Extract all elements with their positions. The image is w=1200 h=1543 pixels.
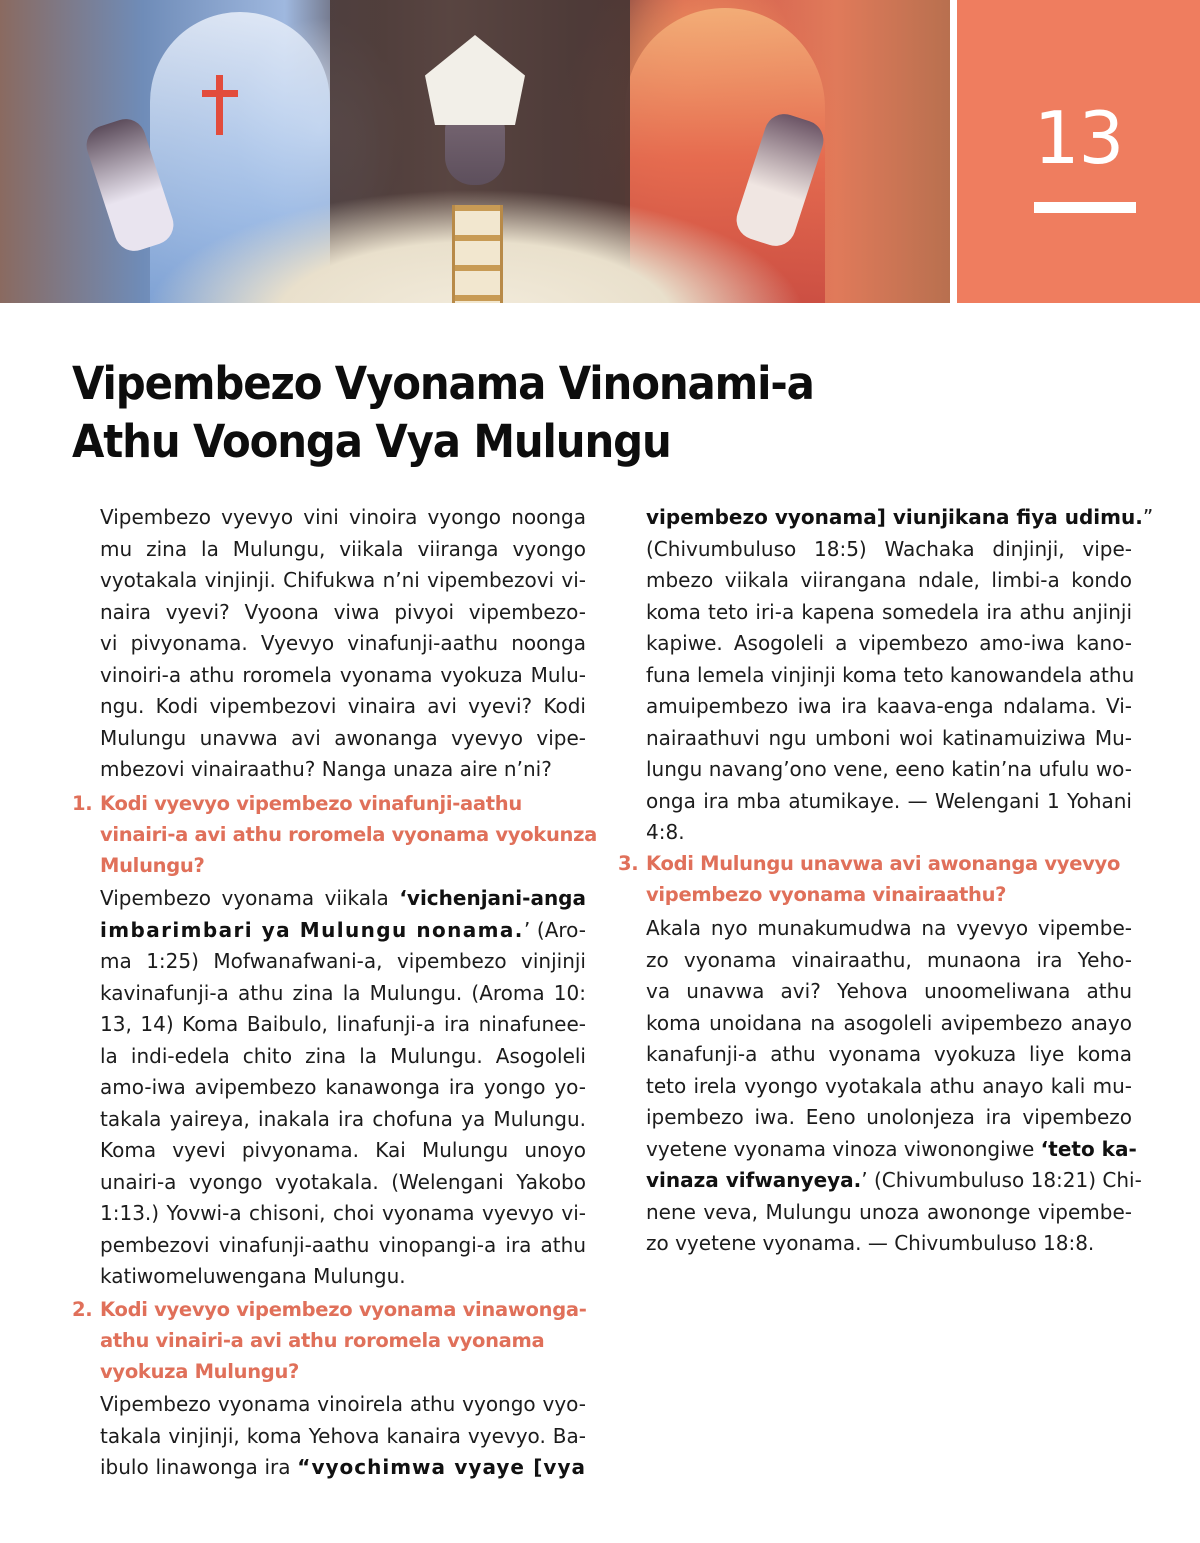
answer-line: Vipembezo vyonama viikala ‘vichenjani-anga [100, 886, 586, 910]
answer-line: takala vinjinji, koma Yehova kanaira vyevyo. Ba- [100, 1423, 586, 1448]
question-heading: 1. Kodi vyevyo vipembezo vinafunji-aathu [100, 788, 522, 819]
intro-line: Mulungu unavwa avi awonanga vyevyo vipe- [100, 725, 586, 750]
question-number: 2. [72, 1298, 93, 1321]
intro-line: naira vyevi? Vyoona viwa pivyoi vipembezo- [100, 599, 586, 624]
title-line-1: Vipembezo Vyonama Vinonami-a [72, 357, 814, 410]
intro-line: vyotakala vinjinji. Chifukwa n’ni vipembezovi vi- [100, 568, 586, 592]
answer-line: takala yaireya, inakala ira chofuna ya Mulungu. [100, 1106, 586, 1131]
answer-line: Vipembezo vyonama vinoirela athu vyongo vyo- [100, 1392, 586, 1416]
answer-line: ibulo linawonga ira “vyochimwa vyaye [vya [100, 1455, 587, 1479]
answer-line: la indi-edela chito zina la Mulungu. Asogoleli [100, 1043, 586, 1068]
intro-line: vi pivyonama. Vyevyo vinafunji-aathu noonga [100, 631, 586, 655]
answer-line: funa lemela vinjinji koma teto kanowandela athu [646, 662, 1135, 687]
question-heading-line: athu vinairi-a avi athu roromela vyonama [100, 1329, 545, 1352]
question-heading: 2. Kodi vyevyo vipembezo vyonama vinawonga- [100, 1294, 587, 1325]
answer-line: kanafunji-a athu vyonama vyokuza liye koma [646, 1042, 1132, 1066]
answer-line: katiwomeluwengana Mulungu. [100, 1264, 406, 1288]
answer-line: vyetene vyonama vinoza viwonongiwe ‘teto ka- [646, 1136, 1137, 1161]
answer-line: 13, 14) Koma Baibulo, linafunji-a ira ninafunee- [100, 1012, 586, 1036]
answer-line: Akala nyo munakumudwa na vyevyo vipembe- [646, 916, 1132, 940]
answer-line: lungu navang’ono vene, eeno katin’na ufulu wo- [646, 757, 1132, 781]
intro-line: vinoiri-a athu roromela vyonama vyokuza Mulu- [100, 662, 586, 687]
embroidered-stole [452, 205, 503, 303]
chapter-number: 13 [1033, 96, 1124, 180]
answer-line: imbarimbari ya Mulungu nonama.’ (Aro- [100, 917, 586, 942]
answer-line: nene veva, Mulungu unoza awononge vipembe- [646, 1199, 1132, 1224]
answer-line: amuipembezo iwa ira kaava-enga ndalama. Vi- [646, 694, 1132, 718]
answer-line: kapiwe. Asogoleli a vipembezo amo-iwa kano- [646, 631, 1132, 655]
answer-line: kavinafunji-a athu zina la Mulungu. (Aroma 10: [100, 980, 586, 1005]
question-heading-line: vinairi-a avi athu roromela vyonama vyokunza [100, 823, 598, 846]
answer-line: vinaza vifwanyeya.’ (Chivumbuluso 18:21) Chi- [646, 1168, 1142, 1192]
answer-line: zo vyonama vinairaathu, munaona ira Yeho- [646, 947, 1132, 972]
intro-line: mu zina la Mulungu, viikala viiranga vyongo [100, 536, 586, 561]
answer-line: ipembezo iwa. Eeno unolonjeza ira vipembezo [646, 1105, 1132, 1129]
question-heading-line: vyokuza Mulungu? [100, 1360, 300, 1383]
question-number: 1. [72, 792, 93, 815]
question-heading-line: vipembezo vyonama vinairaathu? [646, 883, 1007, 906]
answer-line: 4:8. [646, 820, 685, 844]
answer-line: nairaathuvi ngu umboni woi katinamuiziwa Mu- [646, 725, 1132, 750]
intro-line: Vipembezo vyevyo vini vinoira vyongo noonga [100, 505, 586, 529]
answer-line: zo vyetene vyonama. — Chivumbuluso 18:8. [646, 1231, 1095, 1255]
question-heading-line: Mulungu? [100, 854, 205, 877]
intro-line: ngu. Kodi vipembezovi vinaira avi vyevi? Kodi [100, 694, 586, 718]
answer-line: va unavwa avi? Yehova unoomeliwana athu [646, 979, 1132, 1003]
cross-icon [216, 75, 223, 135]
chapter-number-box [957, 0, 1200, 303]
answer-line: mbezo viikala viirangana ndale, limbi-a kondo [646, 568, 1132, 592]
answer-line: amo-iwa avipembezo kanawonga ira yongo yo- [100, 1075, 586, 1099]
hero-photo [0, 0, 950, 303]
answer-line: onga ira mba atumikaye. — Welengani 1 Yohani [646, 788, 1132, 813]
answer-line: koma unoidana na asogoleli avipembezo anayo [646, 1010, 1132, 1035]
question-heading: 3. Kodi Mulungu unavwa avi awonanga vyevyo [646, 848, 1120, 879]
question-number: 3. [618, 852, 639, 875]
cross-icon-bar [202, 90, 238, 97]
answer-line: teto irela vyongo vyotakala athu anayo kali mu- [646, 1073, 1132, 1098]
answer-line: pembezovi vinafunji-aathu vinopangi-a ira athu [100, 1232, 586, 1257]
answer-line: unairi-a vyongo vyotakala. (Welengani Yakobo [100, 1169, 586, 1194]
answer-line: koma teto iri-a kapena somedela ira athu anjinji [646, 599, 1132, 624]
title-line-2: Athu Voonga Vya Mulungu [72, 415, 671, 468]
answer-line: ma 1:25) Mofwanafwani-a, vipembezo vinjinji [100, 949, 586, 973]
chapter-underline [1034, 202, 1136, 213]
answer-line: Koma vyevi pivyonama. Kai Mulungu unoyo [100, 1138, 586, 1162]
answer-line: 1:13.) Yovwi-a chisoni, choi vyonama vyevyo vi- [100, 1201, 586, 1225]
page-title [72, 355, 872, 471]
answer-line: vipembezo vyonama] viunjikana fiya udimu.” [646, 505, 1154, 529]
answer-line: (Chivumbuluso 18:5) Wachaka dinjinji, vipe- [646, 536, 1132, 561]
intro-line: mbezovi vinairaathu? Nanga unaza aire n’ni? [100, 757, 552, 781]
